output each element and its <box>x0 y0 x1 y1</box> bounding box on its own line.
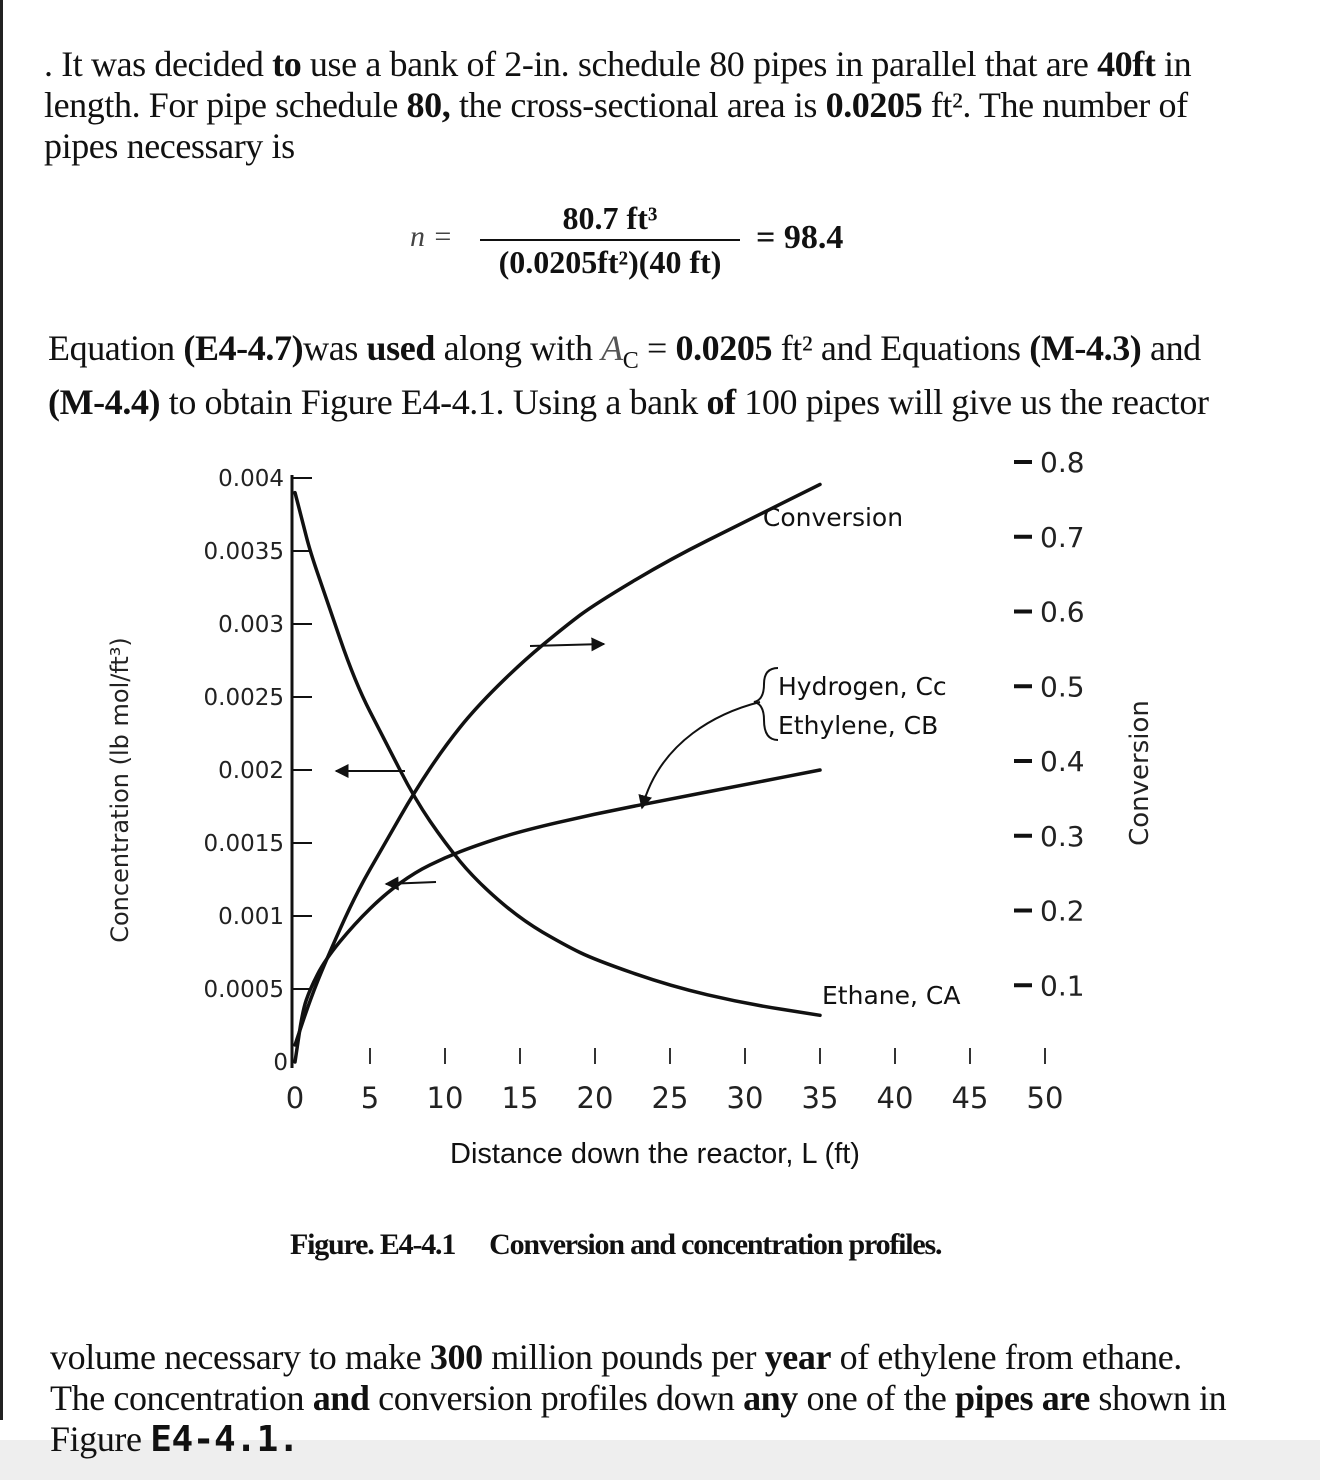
paragraph-text-run <box>1033 1378 1042 1418</box>
equation-numerator: 80.7 ft³ <box>562 200 658 236</box>
paragraph-text-run: and <box>1141 328 1201 368</box>
paragraph-text-run: million pounds per <box>482 1337 765 1377</box>
figure-caption <box>290 1228 941 1262</box>
paragraph-text-run: volume necessary to make <box>50 1337 430 1377</box>
y-tick-label: 0.0035 <box>203 539 284 565</box>
paragraph-3 <box>50 1337 1230 1460</box>
paragraph-text-run: the cross-sectional area is <box>450 85 826 125</box>
x-tick-label: 50 <box>1026 1081 1064 1115</box>
paragraph-text-run: was <box>303 328 367 368</box>
x-tick-label: 45 <box>951 1081 989 1115</box>
paragraph-text-run: shown in Figure <box>50 1378 1227 1459</box>
x-tick-label: 10 <box>426 1081 464 1115</box>
paragraph-text-run: 0.0205 <box>675 328 773 368</box>
paragraph-text-run: of <box>706 382 736 423</box>
y-tick-label: 0.0005 <box>203 977 284 1003</box>
paragraph-text-run: ft² and Equations <box>772 328 1030 368</box>
paragraph-text-run: 300 <box>429 1337 483 1377</box>
paragraph-text-run: 0.0205 <box>825 85 923 125</box>
conversion-annotation: Conversion <box>762 503 904 532</box>
hydrogen-axis-arrow <box>386 882 436 884</box>
y2-tick-label: 0.2 <box>1040 894 1085 928</box>
y2-tick-label: 0.6 <box>1040 595 1085 629</box>
paragraph-text-run: (E4-4.7) <box>183 328 304 368</box>
paragraph-text-run: 40ft <box>1097 44 1156 84</box>
y2-tick-label: 0.1 <box>1040 969 1085 1003</box>
x-tick-label: 35 <box>801 1081 839 1115</box>
ethane-curve <box>295 493 820 1016</box>
paragraph-text-run: to <box>272 44 302 84</box>
paragraph-text-run: ft². The number of pipes necessary is <box>44 85 1188 166</box>
x-tick-label: 20 <box>576 1081 614 1115</box>
y2-tick-label: 0.7 <box>1040 520 1085 554</box>
y2-tick-label: 0.8 <box>1040 446 1085 479</box>
equation-lhs: n = <box>410 220 453 253</box>
paragraph-text-run: pipes <box>955 1378 1034 1418</box>
equation-result: = 98.4 <box>756 219 844 256</box>
y-axis-label: Concentration (lb mol/ft³) <box>106 637 134 943</box>
y-tick-label: 0.004 <box>218 466 284 492</box>
y2-tick-label: 0.5 <box>1040 670 1085 704</box>
x-tick-label: 5 <box>360 1081 380 1115</box>
paragraph-text-run: and <box>312 1378 370 1418</box>
paragraph-text-run: used <box>366 328 435 368</box>
paragraph-text-run: 100 pipes will give us the reactor <box>735 382 1209 423</box>
y2-tick-label: 0.3 <box>1040 819 1085 853</box>
paragraph-text-run: . It was decided <box>44 44 273 84</box>
x-tick-label: 30 <box>726 1081 764 1115</box>
paragraph-text-run: A <box>601 328 623 368</box>
figure-caption-number: Figure. E4-4.1 <box>290 1228 456 1261</box>
paragraph-text-run: (M-4.4) <box>48 382 161 423</box>
paragraph-text-run: in length. For pipe schedule <box>44 44 1192 125</box>
x-axis-label: Distance down the reactor, L (ft) <box>450 1138 860 1170</box>
paragraph-text-run: are <box>1041 1378 1090 1418</box>
equation-denominator: (0.0205ft²)(40 ft) <box>498 244 722 280</box>
paragraph-text-run: use a bank of 2-in. schedule 80 pipes in parallel that are <box>301 44 1098 84</box>
paragraph-text-run: of ethylene from ethane. The concentration <box>50 1337 1182 1418</box>
figure-caption-text: Conversion and concentration profiles. <box>489 1228 942 1261</box>
paragraph-text-run: Equation <box>48 328 184 368</box>
ethane-annotation: Ethane, CA <box>822 981 961 1010</box>
y-tick-label: 0.001 <box>218 904 284 930</box>
x-tick-label: 40 <box>876 1081 914 1115</box>
paragraph-text-run: E4-4.1. <box>150 1419 300 1460</box>
conversion-curve <box>295 484 820 1045</box>
paragraph-text-run: 80, <box>406 85 451 125</box>
annotation-brace <box>754 668 778 740</box>
paragraph-text-run: to obtain Figure E4-4.1. Using a bank <box>160 382 707 423</box>
x-tick-label: 0 <box>285 1081 305 1115</box>
x-tick-label: 15 <box>501 1081 539 1115</box>
hydrogen-ethylene-curve <box>295 770 820 1062</box>
right-axis-label: Conversion <box>1125 700 1155 846</box>
y-tick-label: 0.0025 <box>203 685 284 711</box>
hydrogen-annotation: Hydrogen, Cc <box>778 672 947 701</box>
paragraph-text-run: any <box>743 1378 798 1418</box>
paragraph-text-run: C <box>622 348 639 375</box>
y-tick-label: 0.003 <box>218 612 284 638</box>
y-tick-label: 0.002 <box>218 758 284 784</box>
y-tick-label: 0 <box>273 1050 288 1076</box>
ethylene-annotation: Ethylene, CB <box>778 711 939 740</box>
y2-tick-label: 0.4 <box>1040 745 1085 778</box>
x-tick-label: 25 <box>651 1081 689 1115</box>
paragraph-text-run: (M-4.3) <box>1029 328 1142 368</box>
paragraph-text-run: year <box>764 1337 832 1377</box>
paragraph-text-run: one of the <box>797 1378 956 1418</box>
paragraph-text-run: = <box>638 328 676 368</box>
paragraph-text-run: conversion profiles down <box>369 1378 744 1418</box>
y-tick-label: 0.0015 <box>203 831 284 857</box>
paragraph-text-run: along with <box>434 328 602 368</box>
